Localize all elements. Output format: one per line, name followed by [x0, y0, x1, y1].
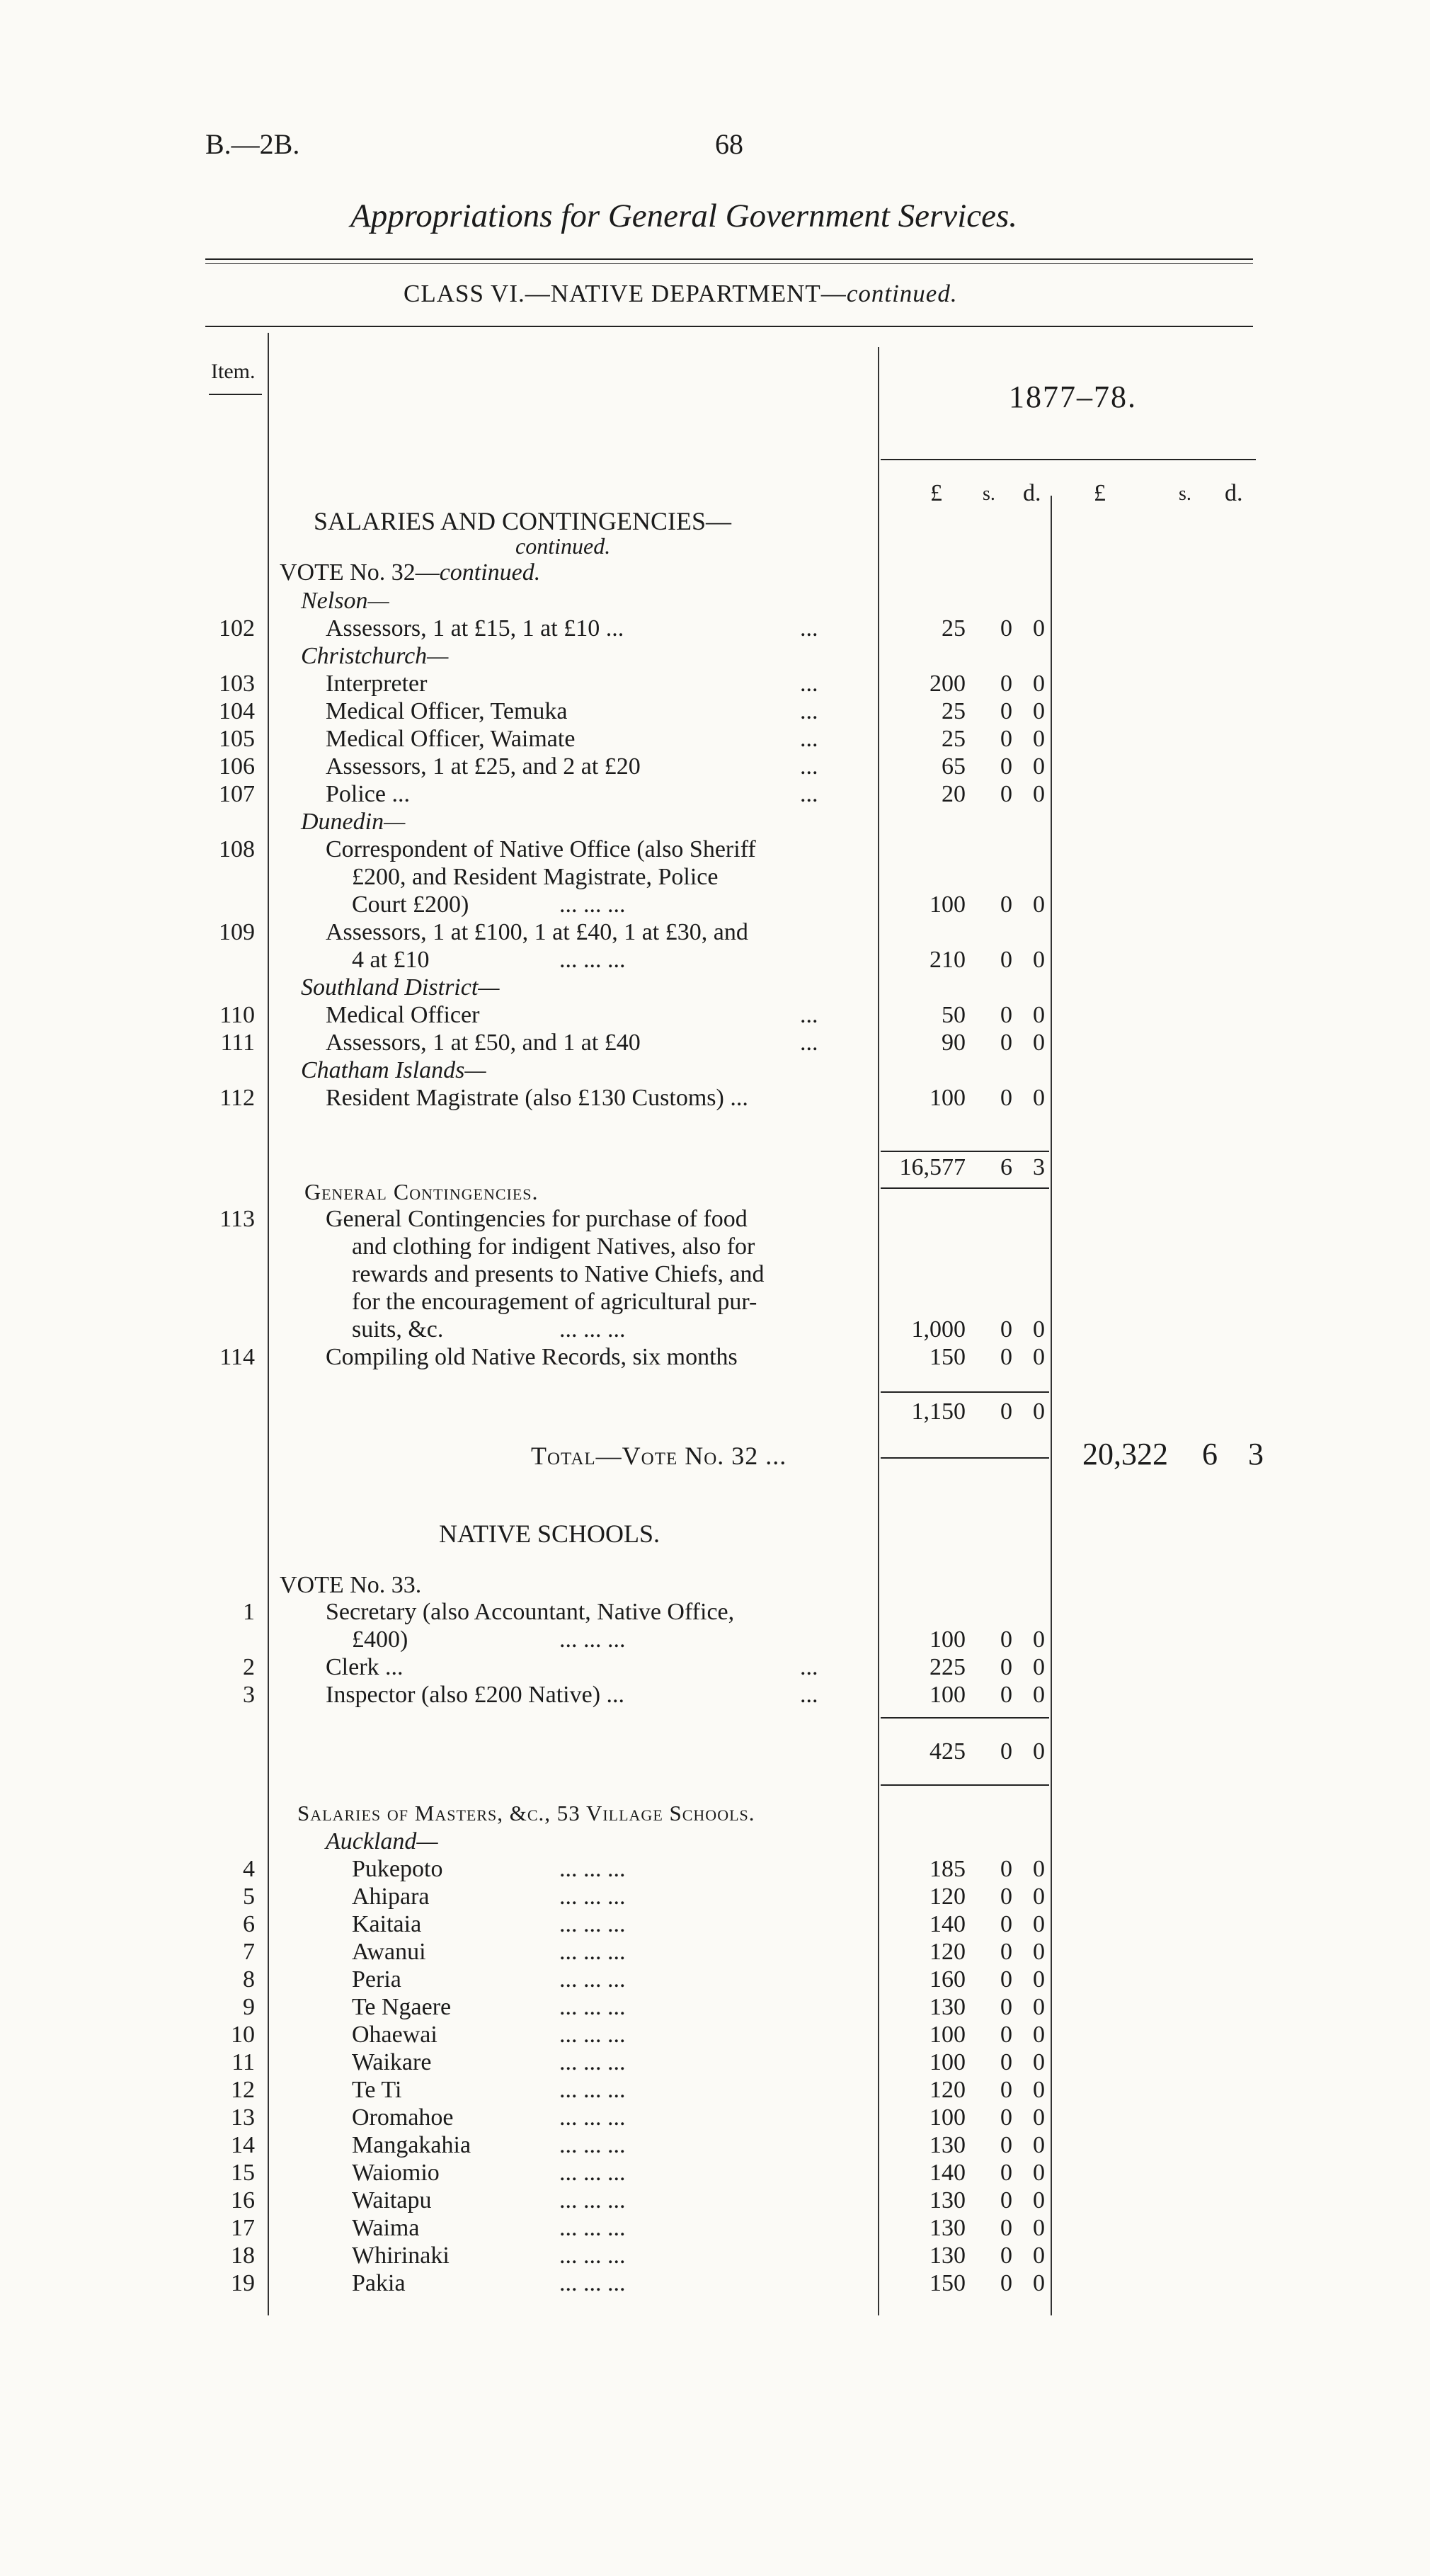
village-school-dots: ... ... ... — [559, 2132, 626, 2158]
item-113-line3: rewards and presents to Native Chiefs, and — [352, 1261, 765, 1287]
vote32a-item-shillings: 0 — [1000, 671, 1012, 697]
village-school-name: Ahipara — [352, 1883, 430, 1910]
shillings-header-1: s. — [983, 483, 995, 505]
subtotal1-shillings: 6 — [1000, 1154, 1012, 1180]
vote32b-item-pounds: 100 — [930, 1085, 966, 1111]
village-school-pence: 0 — [1033, 2187, 1045, 2213]
village-school-name: Te Ngaere — [352, 1994, 452, 2020]
village-school-name: Whirinaki — [352, 2242, 450, 2269]
vote32a-item-pounds: 20 — [942, 781, 966, 807]
village-school-shillings: 0 — [1000, 1856, 1012, 1882]
vote32b-item-pence: 0 — [1033, 1002, 1045, 1028]
page-title: Appropriations for General Government Services. — [350, 198, 1018, 234]
village-school-name: Pakia — [352, 2270, 406, 2296]
village-school-pence: 0 — [1033, 1994, 1045, 2020]
vote32a-item-shillings: 0 — [1000, 781, 1012, 807]
vote32a-item-number: 107 — [219, 781, 255, 807]
village-school-dots: ... ... ... — [559, 1911, 626, 1937]
item-108-pence: 0 — [1033, 891, 1045, 918]
village-school-number: 8 — [243, 1966, 255, 1993]
vote32a-item-pence: 0 — [1033, 698, 1045, 724]
masters-heading: Salaries of Masters, &c., 53 Village Schools. — [297, 1801, 755, 1825]
vote32a-item-label: Assessors, 1 at £15, 1 at £10 ... — [326, 615, 624, 642]
vote32a-item-dots: ... — [800, 726, 818, 752]
village-school-pence: 0 — [1033, 1883, 1045, 1910]
village-school-name: Kaitaia — [352, 1911, 422, 1937]
village-school-number: 7 — [243, 1939, 255, 1965]
village-school-pence: 0 — [1033, 1856, 1045, 1882]
vote32b-item-shillings: 0 — [1000, 1002, 1012, 1028]
vote32a-item-number: 102 — [219, 615, 255, 642]
vote-32-continued: continued. — [439, 559, 541, 586]
section-heading-continued: continued. — [515, 533, 611, 559]
village-school-pence: 0 — [1033, 2270, 1045, 2296]
year-header: 1877–78. — [1009, 380, 1137, 414]
village-school-name: Waikare — [352, 2049, 432, 2075]
total-vote-32-label: Total—Vote No. 32 ... — [531, 1442, 787, 1470]
village-school-shillings: 0 — [1000, 2049, 1012, 2075]
village-school-dots: ... ... ... — [559, 2187, 626, 2213]
vote32b-place-heading: Chatham Islands— — [301, 1057, 486, 1083]
item-108-pounds: 100 — [930, 891, 966, 918]
village-school-pence: 0 — [1033, 2132, 1045, 2158]
item-109-pence: 0 — [1033, 947, 1045, 973]
shillings-header-2: s. — [1179, 483, 1191, 505]
village-school-shillings: 0 — [1000, 2215, 1012, 2241]
village-school-pence: 0 — [1033, 1966, 1045, 1993]
subtotal2-pounds: 1,150 — [911, 1398, 966, 1425]
village-school-pence: 0 — [1033, 1911, 1045, 1937]
village-school-shillings: 0 — [1000, 2022, 1012, 2048]
item-109-number: 109 — [219, 919, 255, 945]
vote32a-item-label: Medical Officer, Waimate — [326, 726, 576, 752]
village-school-shillings: 0 — [1000, 2160, 1012, 2186]
school-item-pounds: 100 — [930, 1682, 966, 1708]
school-item-dots: ... — [800, 1654, 818, 1680]
village-school-dots: ... ... ... — [559, 2160, 626, 2186]
item-113-line2: and clothing for indigent Natives, also for — [352, 1233, 755, 1260]
vote32a-item-number: 105 — [219, 726, 255, 752]
village-school-shillings: 0 — [1000, 2242, 1012, 2269]
vote32a-item-shillings: 0 — [1000, 753, 1012, 780]
village-school-number: 14 — [231, 2132, 255, 2158]
village-school-dots: ... ... ... — [559, 2242, 626, 2269]
vote-33-heading: VOTE No. 33. — [280, 1572, 422, 1598]
item-114-pounds: 150 — [930, 1344, 966, 1370]
vote-32-heading — [280, 559, 540, 586]
village-school-shillings: 0 — [1000, 2104, 1012, 2131]
total-vote-32-pence: 3 — [1248, 1437, 1264, 1471]
vote32b-item-label: Resident Magistrate (also £130 Customs) ... — [326, 1085, 748, 1111]
vote32a-item-pounds: 65 — [942, 753, 966, 780]
village-school-number: 12 — [231, 2077, 255, 2103]
school-item-1-line2: £400) — [352, 1626, 408, 1653]
subtotal3-pounds: 425 — [930, 1738, 966, 1765]
vote32a-item-number: 104 — [219, 698, 255, 724]
item-column-header: Item. — [211, 360, 256, 383]
item-113-shillings: 0 — [1000, 1316, 1012, 1343]
item-114-number: 114 — [219, 1344, 255, 1370]
village-school-pence: 0 — [1033, 2160, 1045, 2186]
vote32a-item-pounds: 25 — [942, 726, 966, 752]
school-item-1-dots: ... ... ... — [559, 1626, 626, 1653]
subtotal3-shillings: 0 — [1000, 1738, 1012, 1765]
village-school-pence: 0 — [1033, 2022, 1045, 2048]
village-school-dots: ... ... ... — [559, 2215, 626, 2241]
vote32a-item-pence: 0 — [1033, 671, 1045, 697]
item-109-dots: ... ... ... — [559, 947, 626, 973]
vote32a-place-heading: Nelson— — [301, 588, 389, 614]
village-school-dots: ... ... ... — [559, 1883, 626, 1910]
village-school-name: Pukepoto — [352, 1856, 443, 1882]
village-school-dots: ... ... ... — [559, 1994, 626, 2020]
subtotal1-rule-bottom — [881, 1187, 1049, 1189]
village-school-number: 17 — [231, 2215, 255, 2241]
document-ref: B.—2B. — [205, 128, 300, 160]
amount-column-rule-mid — [1051, 496, 1052, 2315]
item-108-dots: ... ... ... — [559, 891, 626, 918]
village-school-dots: ... ... ... — [559, 1939, 626, 1965]
village-school-name: Oromahoe — [352, 2104, 454, 2131]
vote32b-item-pounds: 50 — [942, 1002, 966, 1028]
village-school-dots: ... ... ... — [559, 2104, 626, 2131]
school-item-dots: ... — [800, 1682, 818, 1708]
village-school-number: 6 — [243, 1911, 255, 1937]
village-school-pounds: 185 — [930, 1856, 966, 1882]
item-108-shillings: 0 — [1000, 891, 1012, 918]
vote-32-label: VOTE No. 32— — [280, 559, 440, 586]
vote32a-item-label: Medical Officer, Temuka — [326, 698, 568, 724]
village-school-pounds: 140 — [930, 2160, 966, 2186]
vote32b-item-number: 110 — [219, 1002, 255, 1028]
village-school-dots: ... ... ... — [559, 1966, 626, 1993]
vote32a-place-heading: Christchurch— — [301, 643, 449, 669]
school-item-1-pence: 0 — [1033, 1626, 1045, 1653]
vote32a-item-dots: ... — [800, 698, 818, 724]
vote32a-item-label: Assessors, 1 at £25, and 2 at £20 — [326, 753, 641, 780]
village-school-pounds: 160 — [930, 1966, 966, 1993]
class-heading-suffix: continued. — [846, 280, 958, 307]
village-school-number: 13 — [231, 2104, 255, 2131]
item-109-line1: Assessors, 1 at £100, 1 at £40, 1 at £30, and — [326, 919, 748, 945]
village-school-number: 9 — [243, 1994, 255, 2020]
village-school-pounds: 130 — [930, 2187, 966, 2213]
school-item-1-number: 1 — [243, 1599, 255, 1625]
village-school-pence: 0 — [1033, 1939, 1045, 1965]
village-school-pounds: 120 — [930, 2077, 966, 2103]
auckland-heading: Auckland— — [326, 1828, 438, 1854]
vote32a-item-shillings: 0 — [1000, 615, 1012, 642]
village-school-number: 11 — [231, 2049, 255, 2075]
village-school-shillings: 0 — [1000, 1994, 1012, 2020]
vote32a-item-number: 106 — [219, 753, 255, 780]
vote32a-item-pence: 0 — [1033, 753, 1045, 780]
item-108-line2: £200, and Resident Magistrate, Police — [352, 864, 719, 890]
vote32a-item-dots: ... — [800, 781, 818, 807]
subtotal1-rule — [881, 1151, 1049, 1152]
item-113-pence: 0 — [1033, 1316, 1045, 1343]
village-school-pounds: 100 — [930, 2049, 966, 2075]
pence-header-1: d. — [1023, 480, 1041, 506]
subtotal3-rule-bottom — [881, 1784, 1049, 1786]
native-schools-heading: NATIVE SCHOOLS. — [439, 1520, 660, 1548]
pounds-header-1: £ — [930, 480, 942, 506]
item-113-number: 113 — [219, 1206, 255, 1232]
school-item-pounds: 225 — [930, 1654, 966, 1680]
title-rule-thin — [205, 263, 1253, 264]
general-contingencies-heading: General Contingencies. — [304, 1179, 539, 1204]
section-heading-salaries: SALARIES AND CONTINGENCIES— — [314, 507, 732, 535]
subtotal2-shillings: 0 — [1000, 1398, 1012, 1425]
year-header-rule — [881, 459, 1256, 460]
village-school-dots: ... ... ... — [559, 1856, 626, 1882]
subtotal3-pence: 0 — [1033, 1738, 1045, 1765]
vote32a-item-dots: ... — [800, 615, 818, 642]
vote32a-item-label: Police ... — [326, 781, 410, 807]
pence-header-2: d. — [1225, 480, 1243, 506]
vote32a-item-pounds: 200 — [930, 671, 966, 697]
vote32b-item-label: Assessors, 1 at £50, and 1 at £40 — [326, 1030, 641, 1056]
item-108-line3: Court £200) — [352, 891, 469, 918]
village-school-pounds: 140 — [930, 1911, 966, 1937]
village-school-pence: 0 — [1033, 2215, 1045, 2241]
village-school-name: Waiomio — [352, 2160, 440, 2186]
vote32a-item-pence: 0 — [1033, 781, 1045, 807]
village-school-number: 10 — [231, 2022, 255, 2048]
village-school-pounds: 130 — [930, 1994, 966, 2020]
school-item-label: Inspector (also £200 Native) ... — [326, 1682, 625, 1708]
item-113-line1: General Contingencies for purchase of food — [326, 1206, 748, 1232]
vote32b-item-number: 112 — [219, 1085, 255, 1111]
school-item-label: Clerk ... — [326, 1654, 404, 1680]
item-113-line4: for the encouragement of agricultural pur- — [352, 1289, 757, 1315]
vote32b-item-pence: 0 — [1033, 1085, 1045, 1111]
village-school-number: 18 — [231, 2242, 255, 2269]
school-item-shillings: 0 — [1000, 1682, 1012, 1708]
class-heading — [404, 280, 958, 308]
item-109-pounds: 210 — [930, 947, 966, 973]
village-school-pounds: 120 — [930, 1883, 966, 1910]
village-school-pence: 0 — [1033, 2104, 1045, 2131]
vote32a-item-dots: ... — [800, 671, 818, 697]
vote32b-item-shillings: 0 — [1000, 1030, 1012, 1056]
village-school-pence: 0 — [1033, 2077, 1045, 2103]
pounds-header-2: £ — [1094, 480, 1106, 506]
village-school-pence: 0 — [1033, 2049, 1045, 2075]
village-school-name: Waitapu — [352, 2187, 432, 2213]
item-column-rule — [268, 333, 269, 2315]
village-school-name: Waima — [352, 2215, 420, 2241]
item-113-dots: ... ... ... — [559, 1316, 626, 1343]
village-school-pounds: 130 — [930, 2132, 966, 2158]
school-item-1-line1: Secretary (also Accountant, Native Office, — [326, 1599, 735, 1625]
village-school-number: 4 — [243, 1856, 255, 1882]
village-school-number: 15 — [231, 2160, 255, 2186]
village-school-number: 5 — [243, 1883, 255, 1910]
village-school-number: 19 — [231, 2270, 255, 2296]
school-item-1-pounds: 100 — [930, 1626, 966, 1653]
village-school-shillings: 0 — [1000, 2077, 1012, 2103]
village-school-name: Mangakahia — [352, 2132, 471, 2158]
item-108-number: 108 — [219, 836, 255, 862]
item-113-line5: suits, &c. — [352, 1316, 444, 1343]
village-school-pence: 0 — [1033, 2242, 1045, 2269]
vote32a-item-dots: ... — [800, 753, 818, 780]
school-item-number: 2 — [243, 1654, 255, 1680]
vote32b-item-pence: 0 — [1033, 1030, 1045, 1056]
subtotal2-rule — [881, 1391, 1049, 1393]
village-school-pounds: 150 — [930, 2270, 966, 2296]
subtotal1-pence: 3 — [1033, 1154, 1045, 1180]
village-school-dots: ... ... ... — [559, 2049, 626, 2075]
vote32b-item-pounds: 90 — [942, 1030, 966, 1056]
school-item-pence: 0 — [1033, 1654, 1045, 1680]
village-school-dots: ... ... ... — [559, 2022, 626, 2048]
vote32b-item-dots: ... — [800, 1002, 818, 1028]
school-item-pence: 0 — [1033, 1682, 1045, 1708]
amount-column-rule-left — [878, 347, 879, 2315]
village-school-pounds: 100 — [930, 2104, 966, 2131]
village-school-shillings: 0 — [1000, 2187, 1012, 2213]
vote32b-item-dots: ... — [800, 1030, 818, 1056]
vote32a-item-shillings: 0 — [1000, 726, 1012, 752]
village-school-pounds: 100 — [930, 2022, 966, 2048]
item-109-shillings: 0 — [1000, 947, 1012, 973]
total-vote-32-pounds: 20,322 — [1082, 1437, 1168, 1471]
vote32a-item-number: 103 — [219, 671, 255, 697]
subtotal1-pounds: 16,577 — [899, 1154, 966, 1180]
village-school-name: Te Ti — [352, 2077, 402, 2103]
vote32a-item-pounds: 25 — [942, 615, 966, 642]
subtotal3-rule — [881, 1717, 1049, 1719]
village-school-dots: ... ... ... — [559, 2270, 626, 2296]
total-vote-32-shillings: 6 — [1202, 1437, 1218, 1471]
school-item-1-shillings: 0 — [1000, 1626, 1012, 1653]
item-header-rule — [209, 394, 262, 395]
village-school-pounds: 120 — [930, 1939, 966, 1965]
subtotal2-rule-bottom — [881, 1457, 1049, 1459]
item-113-pounds: 1,000 — [911, 1316, 966, 1343]
item-114-shillings: 0 — [1000, 1344, 1012, 1370]
vote32a-item-shillings: 0 — [1000, 698, 1012, 724]
village-school-shillings: 0 — [1000, 1966, 1012, 1993]
vote32a-item-pence: 0 — [1033, 726, 1045, 752]
school-item-shillings: 0 — [1000, 1654, 1012, 1680]
subtotal2-pence: 0 — [1033, 1398, 1045, 1425]
school-item-number: 3 — [243, 1682, 255, 1708]
item-109-line2: 4 at £10 — [352, 947, 430, 973]
village-school-shillings: 0 — [1000, 2132, 1012, 2158]
vote32a-item-label: Interpreter — [326, 671, 428, 697]
village-school-name: Ohaewai — [352, 2022, 437, 2048]
item-108-line1: Correspondent of Native Office (also Sheriff — [326, 836, 756, 862]
page-number: 68 — [715, 128, 743, 160]
vote32a-place-heading: Dunedin— — [301, 809, 406, 835]
village-school-pounds: 130 — [930, 2242, 966, 2269]
village-school-name: Awanui — [352, 1939, 426, 1965]
village-school-shillings: 0 — [1000, 1883, 1012, 1910]
vote32a-item-pounds: 25 — [942, 698, 966, 724]
vote32b-place-heading: Southland District— — [301, 974, 500, 1001]
title-rule — [205, 258, 1253, 260]
vote32a-item-pence: 0 — [1033, 615, 1045, 642]
item-114-label: Compiling old Native Records, six months — [326, 1344, 738, 1370]
village-school-pounds: 130 — [930, 2215, 966, 2241]
item-114-pence: 0 — [1033, 1344, 1045, 1370]
village-school-shillings: 0 — [1000, 1911, 1012, 1937]
vote32b-item-number: 111 — [220, 1030, 255, 1056]
vote32b-item-label: Medical Officer — [326, 1002, 480, 1028]
table-top-rule — [205, 326, 1253, 327]
village-school-shillings: 0 — [1000, 1939, 1012, 1965]
village-school-dots: ... ... ... — [559, 2077, 626, 2103]
village-school-shillings: 0 — [1000, 2270, 1012, 2296]
class-heading-text: CLASS VI.—NATIVE DEPARTMENT— — [404, 280, 847, 307]
village-school-name: Peria — [352, 1966, 401, 1993]
village-school-number: 16 — [231, 2187, 255, 2213]
vote32b-item-shillings: 0 — [1000, 1085, 1012, 1111]
